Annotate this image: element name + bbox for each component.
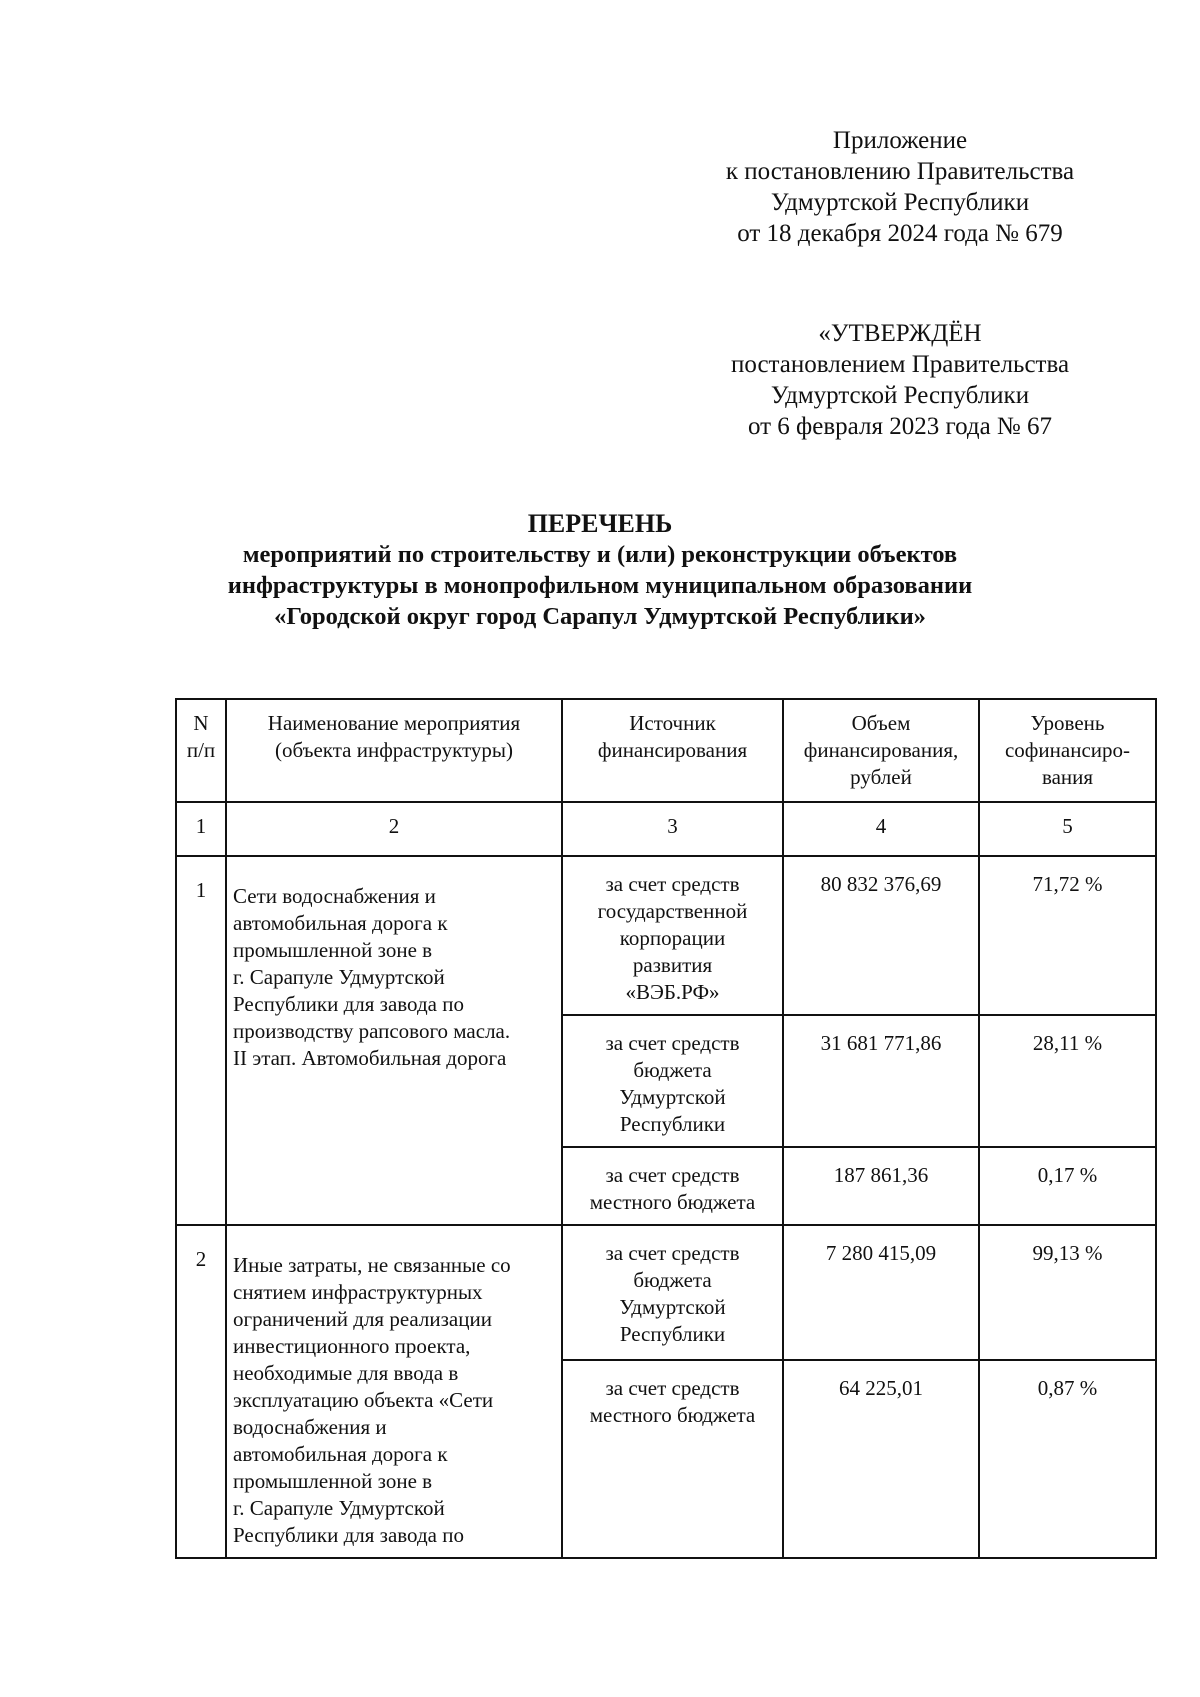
column-number: 2 — [226, 802, 562, 856]
measure-name: Сети водоснабжения и автомобильная дорога к промышленной зоне в г. Сарапуле Удмуртской Республики для завода по производству рапсового масла. II этап. Автомобильная дорога — [226, 856, 562, 1225]
header-cell: Объем финансирования, рублей — [783, 699, 979, 802]
header-cell: Источник финансирования — [562, 699, 783, 802]
funding-amount: 80 832 376,69 — [783, 856, 979, 1015]
appendix-header — [660, 125, 1140, 249]
header-cell: N п/п — [176, 699, 226, 802]
title-line: мероприятий по строительству и (или) реконструкции объектов — [242, 541, 958, 568]
table-header-row — [176, 699, 1156, 802]
funding-source: за счет средств бюджета Удмуртской Республики — [562, 1015, 783, 1147]
funding-source: за счет средств государственной корпорации развития «ВЭБ.РФ» — [562, 856, 783, 1015]
approval-line: Удмуртской Республики — [770, 382, 1030, 409]
table-row — [176, 856, 1156, 1015]
title-line: инфраструктуры в монопрофильном муниципальном образовании — [227, 572, 973, 599]
header-cell: Уровень софинансиро- вания — [979, 699, 1156, 802]
approval-line: постановлением Правительства — [730, 351, 1070, 378]
cofinancing-level: 99,13 % — [979, 1225, 1156, 1360]
funding-source: за счет средств местного бюджета — [562, 1360, 783, 1558]
measure-name: Иные затраты, не связанные со снятием инфраструктурных ограничений для реализации инвестиционного проекта, необходимые для ввода в эксплуатацию объекта «Сети водоснабжения и автомобильная дорога к промышленной зоне в г. Сарапуле Удмуртской Республики для завода по — [226, 1225, 562, 1558]
funding-amount: 7 280 415,09 — [783, 1225, 979, 1360]
title-main: ПЕРЕЧЕНЬ — [527, 509, 673, 538]
column-number-row — [176, 802, 1156, 856]
cofinancing-level: 0,17 % — [979, 1147, 1156, 1225]
title-line: «Городской округ город Сарапул Удмуртской Республики» — [274, 603, 926, 630]
funding-source: за счет средств бюджета Удмуртской Республики — [562, 1225, 783, 1360]
cofinancing-level: 0,87 % — [979, 1360, 1156, 1558]
column-number: 5 — [979, 802, 1156, 856]
header-cell: Наименование мероприятия (объекта инфраструктуры) — [226, 699, 562, 802]
column-number: 4 — [783, 802, 979, 856]
funding-amount: 31 681 771,86 — [783, 1015, 979, 1147]
funding-amount: 64 225,01 — [783, 1360, 979, 1558]
document-title — [150, 508, 1050, 632]
approval-line: «УТВЕРЖДЁН — [818, 320, 982, 347]
cofinancing-level: 28,11 % — [979, 1015, 1156, 1147]
column-number: 3 — [562, 802, 783, 856]
appendix-line: Приложение — [832, 127, 968, 154]
column-number: 1 — [176, 802, 226, 856]
row-number: 1 — [176, 856, 226, 1225]
measures-table — [175, 698, 1157, 1559]
cofinancing-level: 71,72 % — [979, 856, 1156, 1015]
approval-line: от 6 февраля 2023 года № 67 — [747, 413, 1053, 440]
approval-stamp — [660, 318, 1140, 442]
appendix-line: Удмуртской Республики — [770, 189, 1030, 216]
funding-source: за счет средств местного бюджета — [562, 1147, 783, 1225]
table-row — [176, 1225, 1156, 1360]
funding-amount: 187 861,36 — [783, 1147, 979, 1225]
appendix-line: от 18 декабря 2024 года № 679 — [737, 220, 1063, 247]
appendix-line: к постановлению Правительства — [725, 158, 1075, 185]
row-number: 2 — [176, 1225, 226, 1558]
